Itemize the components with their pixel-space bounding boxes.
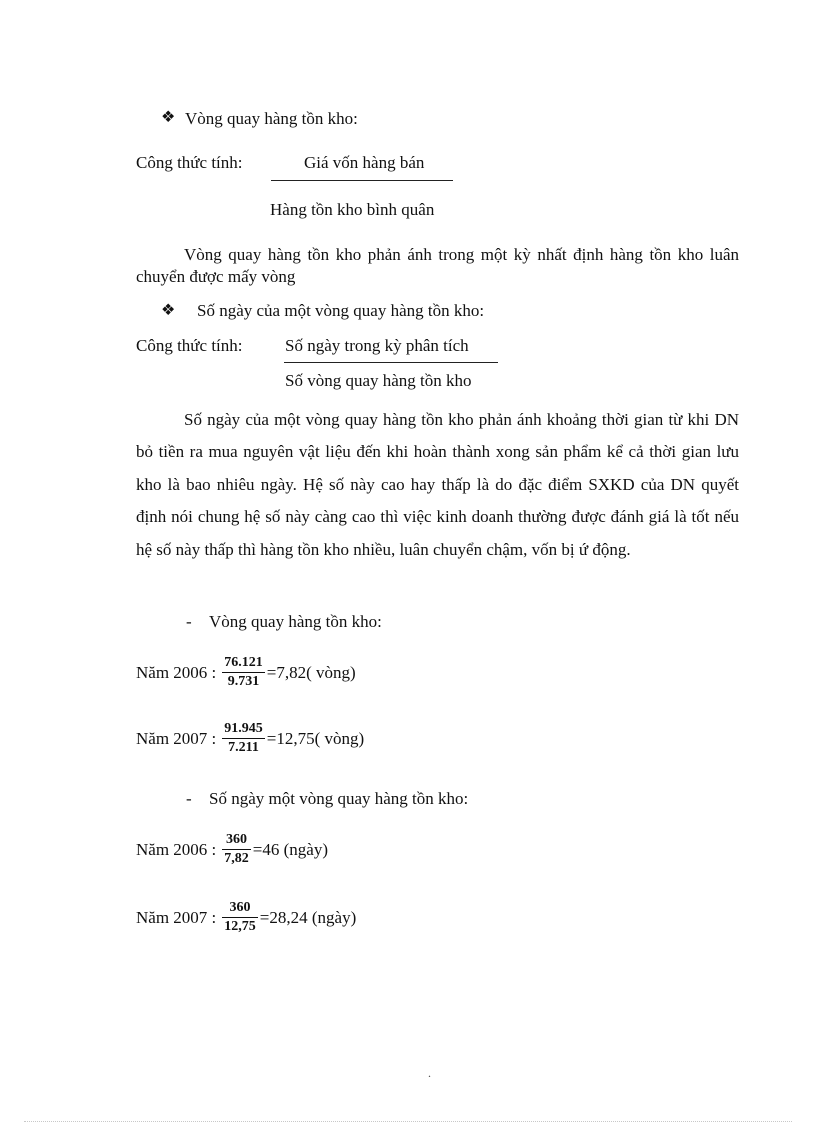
calc-heading-days: Số ngày một vòng quay hàng tồn kho: — [209, 789, 469, 808]
fraction — [222, 721, 265, 756]
formula-numerator: Giá vốn hàng bán — [304, 153, 425, 172]
calc-row-turnover-2006 — [136, 655, 356, 690]
calc-heading-turnover: Vòng quay hàng tồn kho: — [209, 612, 382, 631]
paragraph-days-per-turn: Số ngày của một vòng quay hàng tồn kho phản ánh khoảng thời gian từ khi DN bỏ tiền ra mua nguyên vật liệu đến khi hoàn thành xong sản phẩm kể cả thời gian lưu kho là bao nhiêu ngày. Hệ số này cao hay thấp là do đặc điểm SXKD của DN quyết định nói chung hệ số này càng cao thì việc kinh doanh thường được đánh giá là tốt nếu hệ số này thấp thì hàng tồn kho nhiều, luân chuyển chậm, vốn bị ứ động. — [136, 410, 739, 559]
fraction-denominator: 7.211 — [228, 740, 259, 755]
year-label: Năm 2006 : — [136, 662, 217, 682]
year-label: Năm 2006 : — [136, 839, 217, 859]
calc-result: =46 (ngày) — [252, 839, 328, 859]
formula-denominator: Hàng tồn kho bình quân — [270, 200, 435, 219]
fraction-numerator: 360 — [229, 900, 251, 915]
calc-result: =12,75( vòng) — [266, 728, 365, 748]
calc-result: =7,82( vòng) — [266, 662, 356, 682]
year-label: Năm 2007 : — [136, 728, 217, 748]
fraction-bar — [222, 672, 265, 673]
paragraph-inventory-turnover: Vòng quay hàng tồn kho phản ánh trong một kỳ nhất định hàng tồn kho luân chuyển được mấy vòng — [136, 245, 739, 286]
fraction — [222, 655, 265, 690]
list-dash: - — [186, 612, 192, 631]
diamond-bullet-icon: ❖ — [161, 302, 176, 319]
section-heading-inventory-turnover: Vòng quay hàng tồn kho: — [185, 109, 358, 128]
fraction-bar — [222, 917, 258, 918]
formula-denominator: Số vòng quay hàng tồn kho — [285, 371, 472, 390]
fraction-denominator: 7,82 — [224, 851, 249, 866]
calc-row-turnover-2007 — [136, 721, 364, 756]
fraction-denominator: 9.731 — [227, 674, 260, 689]
fraction-numerator: 91.945 — [224, 721, 263, 736]
formula-numerator: Số ngày trong kỳ phân tích — [285, 336, 469, 355]
fraction-bar — [271, 180, 453, 181]
fraction-bar — [222, 849, 251, 850]
diamond-bullet-icon: ❖ — [161, 109, 176, 126]
list-dash: - — [186, 789, 192, 808]
footer-mark: . — [428, 1066, 431, 1080]
page-bottom-divider — [24, 1121, 792, 1122]
fraction-denominator: 12,75 — [224, 919, 256, 934]
fraction — [222, 832, 251, 867]
fraction-numerator: 76.121 — [224, 655, 263, 670]
formula-label: Công thức tính: — [136, 336, 243, 355]
calc-result: =28,24 (ngày) — [259, 907, 357, 927]
year-label: Năm 2007 : — [136, 907, 217, 927]
fraction-numerator: 360 — [226, 832, 248, 847]
fraction — [222, 900, 258, 935]
calc-row-days-2007 — [136, 900, 356, 935]
calc-row-days-2006 — [136, 832, 328, 867]
fraction-bar — [284, 362, 498, 363]
formula-label: Công thức tính: — [136, 153, 243, 172]
fraction-bar — [222, 738, 265, 739]
section-heading-days-per-turn: Số ngày của một vòng quay hàng tồn kho: — [197, 301, 485, 320]
